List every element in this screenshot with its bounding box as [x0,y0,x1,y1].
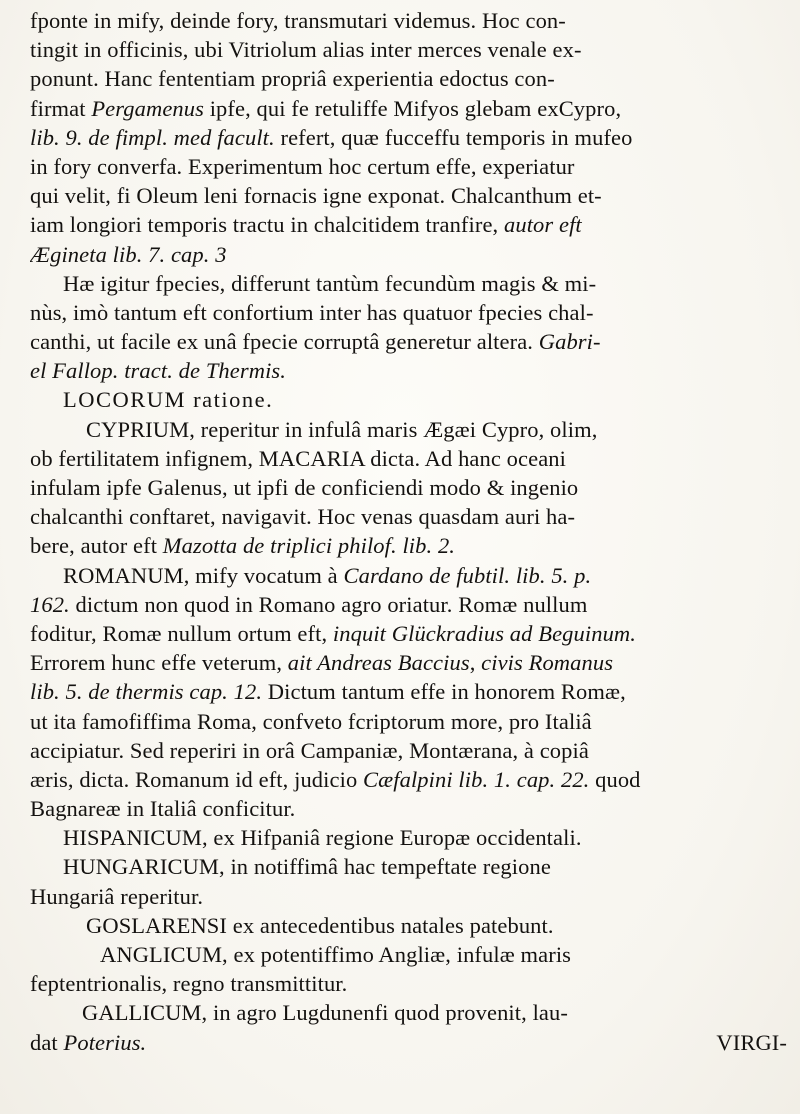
text-span: ob fertilitatem infignem, MACARIA dicta. Ad hanc oceani [30,445,566,471]
italic-citation: Pergamenus [91,95,204,121]
text-span: dat [30,1029,64,1055]
text-span: infulam ipfe Galenus, ut ipfi de conficiendi modo & ingenio [30,475,579,500]
italic-citation: Ægineta lib. 7. cap. 3 [30,241,227,267]
text-line [30,415,795,444]
text-line [30,444,795,473]
text-span: iam longiori temporis tractu in chalcitidem tranfire, [30,212,504,238]
text-span: ANGLICUM, ex potentiffimo Angliæ, infulæ maris [100,942,572,967]
text-span: dictum non quod in Romano agro oriatur. Romæ nullum [69,591,588,617]
italic-citation: ait Andreas Baccius [287,650,470,676]
text-span: firmat [30,95,92,121]
italic-citation: Cardano de fubtil. lib. 5. p. [343,562,592,588]
text-line [30,852,795,881]
text-span: CYPRIUM, reperitur in infulâ maris Ægæi Cypro, olim, [86,416,598,442]
italic-citation: autor eft [504,212,582,238]
text-span: LOCORUM ratione. [63,387,274,413]
text-span: bere, autor eft [30,533,163,559]
text-span: fponte in mify, deinde fory, transmutari videmus. Hoc con- [30,8,566,33]
text-span: Errorem hunc effe veterum, [30,650,288,676]
text-line [30,648,795,677]
text-line [30,181,795,210]
italic-citation: Mazotta de triplici philof. lib. 2. [162,533,456,559]
text-line [30,298,795,327]
text-span: Hæ igitur fpecies, differunt tantùm fecundùm magis & mi- [63,270,597,296]
text-line [30,269,795,298]
text-line [30,123,795,152]
text-line [30,765,795,794]
text-span: tingit in officinis, ubi Vitriolum alias inter merces venale ex- [30,37,582,63]
text-line [30,502,795,531]
text-line [30,531,795,560]
text-span: refert, quæ fucceffu temporis in mufeo [274,124,633,150]
text-span: qui velit, fi Oleum leni fornacis igne exponat. Chalcanthum et- [30,183,602,209]
italic-citation: Gabri- [538,329,601,355]
text-line [30,794,795,823]
text-span: ipfe, qui fe retuliffe Mifyos glebam exCypro, [203,95,622,121]
text-span: nùs, imò tantum eft confortium inter has quatuor fpecies chal- [30,299,594,325]
text-line [30,6,795,35]
text-line [30,590,795,619]
text-line [30,998,795,1027]
text-span: , [469,650,482,676]
text-line [30,911,795,940]
text-line [30,473,795,502]
text-span: ponunt. Hanc fententiam propriâ experientia edoctus con- [30,66,555,92]
italic-citation: lib. 9. de fimpl. med facult. [30,124,275,150]
text-line [30,707,795,736]
text-span: quod [589,766,641,792]
text-line [30,210,795,239]
text-line [30,94,795,123]
text-span: Dictum tantum effe in honorem Romæ, [262,679,626,705]
text-line [30,823,795,852]
text-span: HISPANICUM, ex Hifpaniâ regione Europæ occidentali. [63,825,582,851]
text-line [30,940,795,969]
text-span: foditur, Romæ nullum ortum eft, [30,620,333,646]
text-span: æris, dicta. Romanum id eft, judicio [30,766,364,792]
text-span: Hungariâ reperitur. [30,883,204,909]
text-line [30,882,795,911]
text-line [30,64,795,93]
italic-citation: 162. [30,591,70,617]
text-line [30,969,795,998]
text-line [30,561,795,590]
text-span: HUNGARICUM, in notiffimâ hac tempeftate regione [63,854,551,880]
text-line [30,736,795,765]
text-span: canthi, ut facile ex unâ fpecie corruptâ generetur altera. [30,329,539,355]
text-span: ROMANUM, mify vocatum à [63,562,344,588]
text-line [30,356,795,385]
text-span: ut ita famofiffima Roma, confveto fcriptorum more, pro Italiâ [30,708,592,734]
text-span: feptentrionalis, regno transmittitur. [30,971,348,997]
text-span: in fory converfa. Experimentum hoc certum effe, experiatur [30,153,575,179]
italic-citation: Poterius. [63,1029,147,1055]
text-line [30,385,795,414]
text-span: Bagnareæ in Italiâ conficitur. [30,796,296,822]
italic-citation: civis Romanus [481,650,614,676]
italic-citation: Cæfalpini lib. 1. cap. 22. [363,766,590,792]
italic-citation: inquit Glückradius ad Beguinum. [332,620,636,646]
italic-citation: lib. 5. de thermis cap. 12. [30,679,263,705]
text-line [30,152,795,181]
text-line [30,619,795,648]
text-span: accipiatur. Sed reperiri in orâ Campaniæ, Montærana, à copiâ [30,737,589,763]
italic-citation: el Fallop. tract. de Thermis. [30,358,287,384]
text-span: chalcanthi conftaret, navigavit. Hoc venas quasdam auri ha- [30,504,576,530]
text-span: GALLICUM, in agro Lugdunenfi quod provenit, lau- [82,1000,568,1026]
text-line [30,240,795,269]
text-line [30,327,795,356]
text-span: GOSLARENSI ex antecedentibus natales patebunt. [86,912,554,938]
text-line [30,35,795,64]
latin-text-block [30,6,795,1057]
text-line [30,677,795,706]
catchword: VIRGI- [716,1029,787,1055]
